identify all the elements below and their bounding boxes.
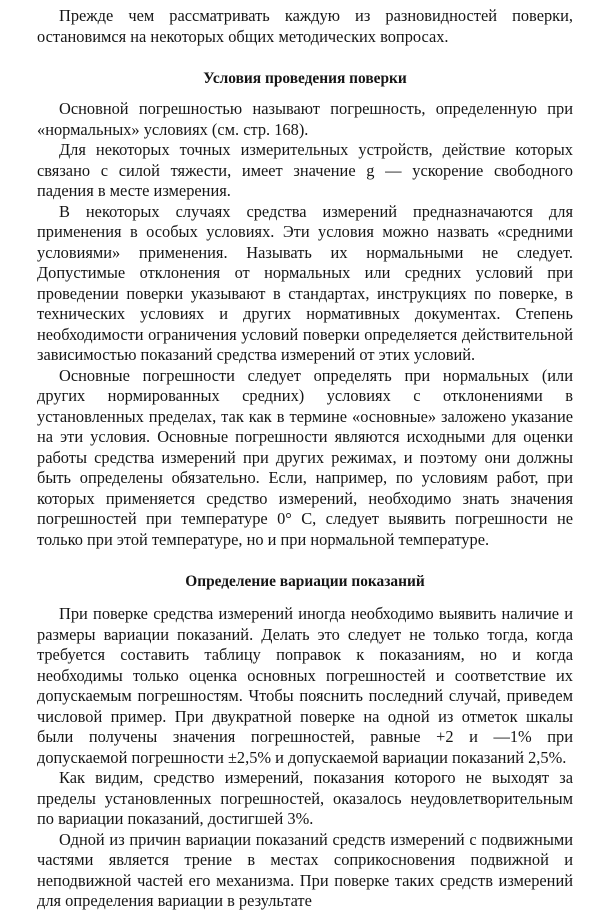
paragraph: Для некоторых точных измерительных устройств, действие которых связано с силой тяжести, имеет значение g — ускорение свободного падения в месте измерения. xyxy=(37,140,573,200)
intro-paragraph: Прежде чем рассматривать каждую из разновидностей поверки, остановимся на некоторых общих методических вопросах. xyxy=(37,6,573,46)
paragraph: Как видим, средство измерений, показания которого не выходят за пределы установленных погрешностей, оказалось неудовлетворительным по вариации показаний, достигшей 3%. xyxy=(37,768,573,828)
paragraph: В некоторых случаях средства измерений предназначаются для применения в особых условиях. Эти условия можно назвать «средними условиями» применения. Называть их нормальными не следует. Допустимые отклонения от нормальных или средних условий при проведении поверки указывают в стандартах, инструкциях по поверке, в технических условиях и других нормативных документах. Степень необходимости ограничения условий поверки определяется действительной зависимостью показаний средства измерений от этих условий. xyxy=(37,201,573,364)
paragraph: Одной из причин вариации показаний средств измерений с подвижными частями является трение в местах соприкосновения подвижной и неподвижной частей его механизма. При поверке таких средств измерений для определения вариации в результате xyxy=(37,829,573,910)
paragraph: При поверке средства измерений иногда необходимо выявить наличие и размеры вариации показаний. Делать это следует не только тогда, когда требуется составить таблицу поправок к показаниям, но и когда необходимы только оценка основных погрешностей и соответствие их допускаемым погрешностям. Чтобы пояснить последний случай, приведем числовой пример. При двукратной поверке на одной из отметок шкалы были получены значения погрешностей, равные +2 и —1% при допускаемой погрешности ±2,5% и допускаемой вариации показаний 2,5%. xyxy=(37,604,573,767)
section-heading-variation: Определение вариации показаний xyxy=(185,573,425,590)
section-heading-verification-conditions: Условия проведения поверки xyxy=(203,70,407,87)
paragraph: Основные погрешности следует определять при нормальных (или других нормированных средних) условиях с отклонениями в установленных пределах, так как в термине «основные» заложено указание на эти условия. Основные погрешности являются исходными для оценки работы средства измерений при других режимах, и поэтому они должны быть определены обязательно. Если, например, по условиям работ, при которых применяется средство измерений, необходимо знать значения погрешностей при температуре 0° С, следует выявить погрешности не только при этой температуре, но и при нормальной температуре. xyxy=(37,365,573,549)
paragraph: Основной погрешностью называют погрешность, определенную при «нормальных» условиях (см. стр. 168). xyxy=(37,99,573,139)
